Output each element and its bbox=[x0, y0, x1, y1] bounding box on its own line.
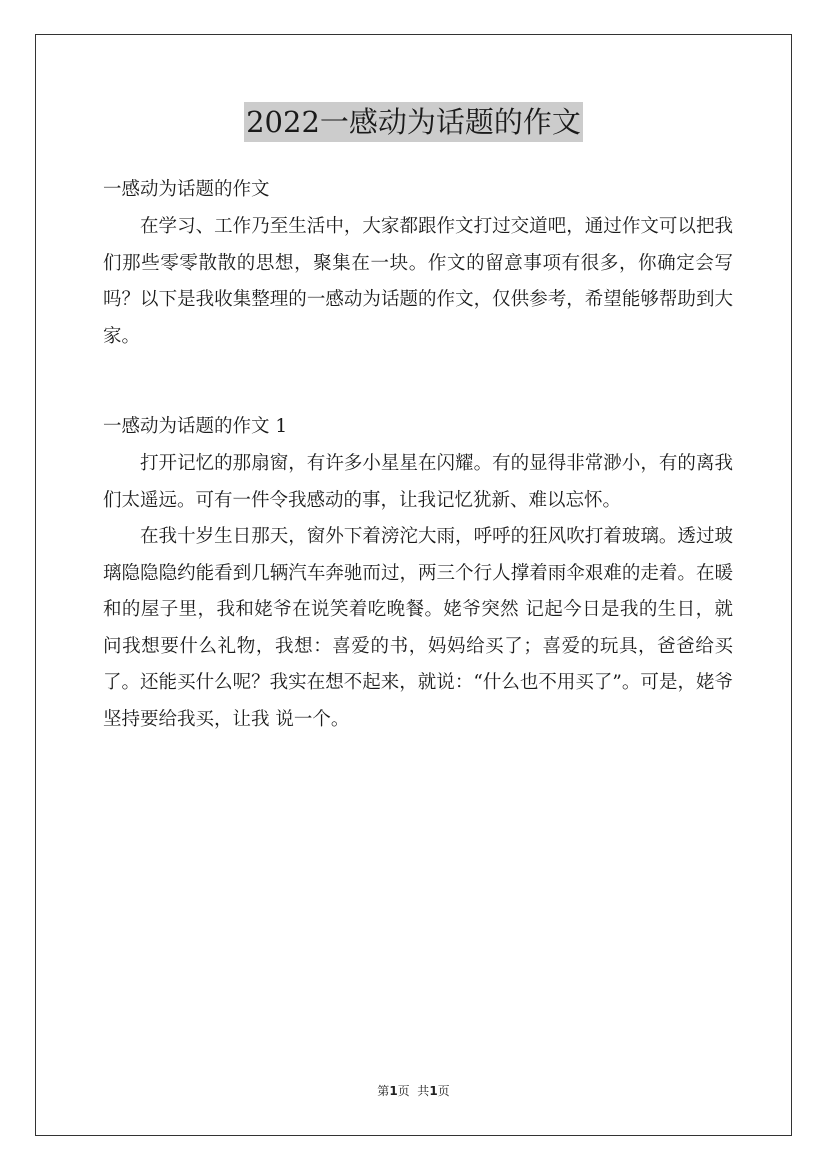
title-container bbox=[0, 102, 827, 142]
footer-page-total: 1 bbox=[429, 1084, 438, 1098]
section-paragraph-2: 在我十岁生日那天，窗外下着滂沱大雨，呼呼的狂风吹打着玻璃。透过玻璃隐隐隐约能看到几辆汽车奔驰而过，两三个行人撑着雨伞艰难的走着。在暖和的屋子里，我和姥爷在说笑着吃晚餐。姥爷突然 记起今日是我的生日，就问我想要什么礼物，我想：喜爱的书，妈妈给买了；喜爱的玩具，爸爸给买了。还能买什么呢？我实在想不起来，就说：“什么也不用买了”。可是，姥爷坚持要给我买，让我 说一个。 bbox=[103, 526, 733, 730]
section-spacer bbox=[103, 355, 733, 409]
footer-page-prefix: 第 bbox=[377, 1084, 390, 1098]
intro-paragraph: 在学习、工作乃至生活中，大家都跟作文打过交道吧，通过作文可以把我们那些零零散散的思想，聚集在一块。作文的留意事项有很多，你确定会写吗？以下是我收集整理的一感动为话题的作文，仅供参考，希望能够帮助到大家。 bbox=[103, 216, 733, 347]
intro-heading: 一感动为话题的作文 bbox=[103, 179, 270, 200]
section-heading: 一感动为话题的作文 1 bbox=[103, 416, 288, 437]
page-footer bbox=[0, 1082, 827, 1099]
footer-page-current: 1 bbox=[389, 1084, 398, 1098]
section-paragraph-1: 打开记忆的那扇窗，有许多小星星在闪耀。有的显得非常渺小，有的离我们太遥远。可有一件令我感动的事，让我记忆犹新、难以忘怀。 bbox=[103, 453, 733, 511]
footer-page-suffix: 页 bbox=[437, 1084, 450, 1098]
document-title: 2022一感动为话题的作文 bbox=[244, 102, 583, 142]
document-body bbox=[103, 172, 733, 738]
footer-page-mid: 页 共 bbox=[397, 1084, 430, 1098]
